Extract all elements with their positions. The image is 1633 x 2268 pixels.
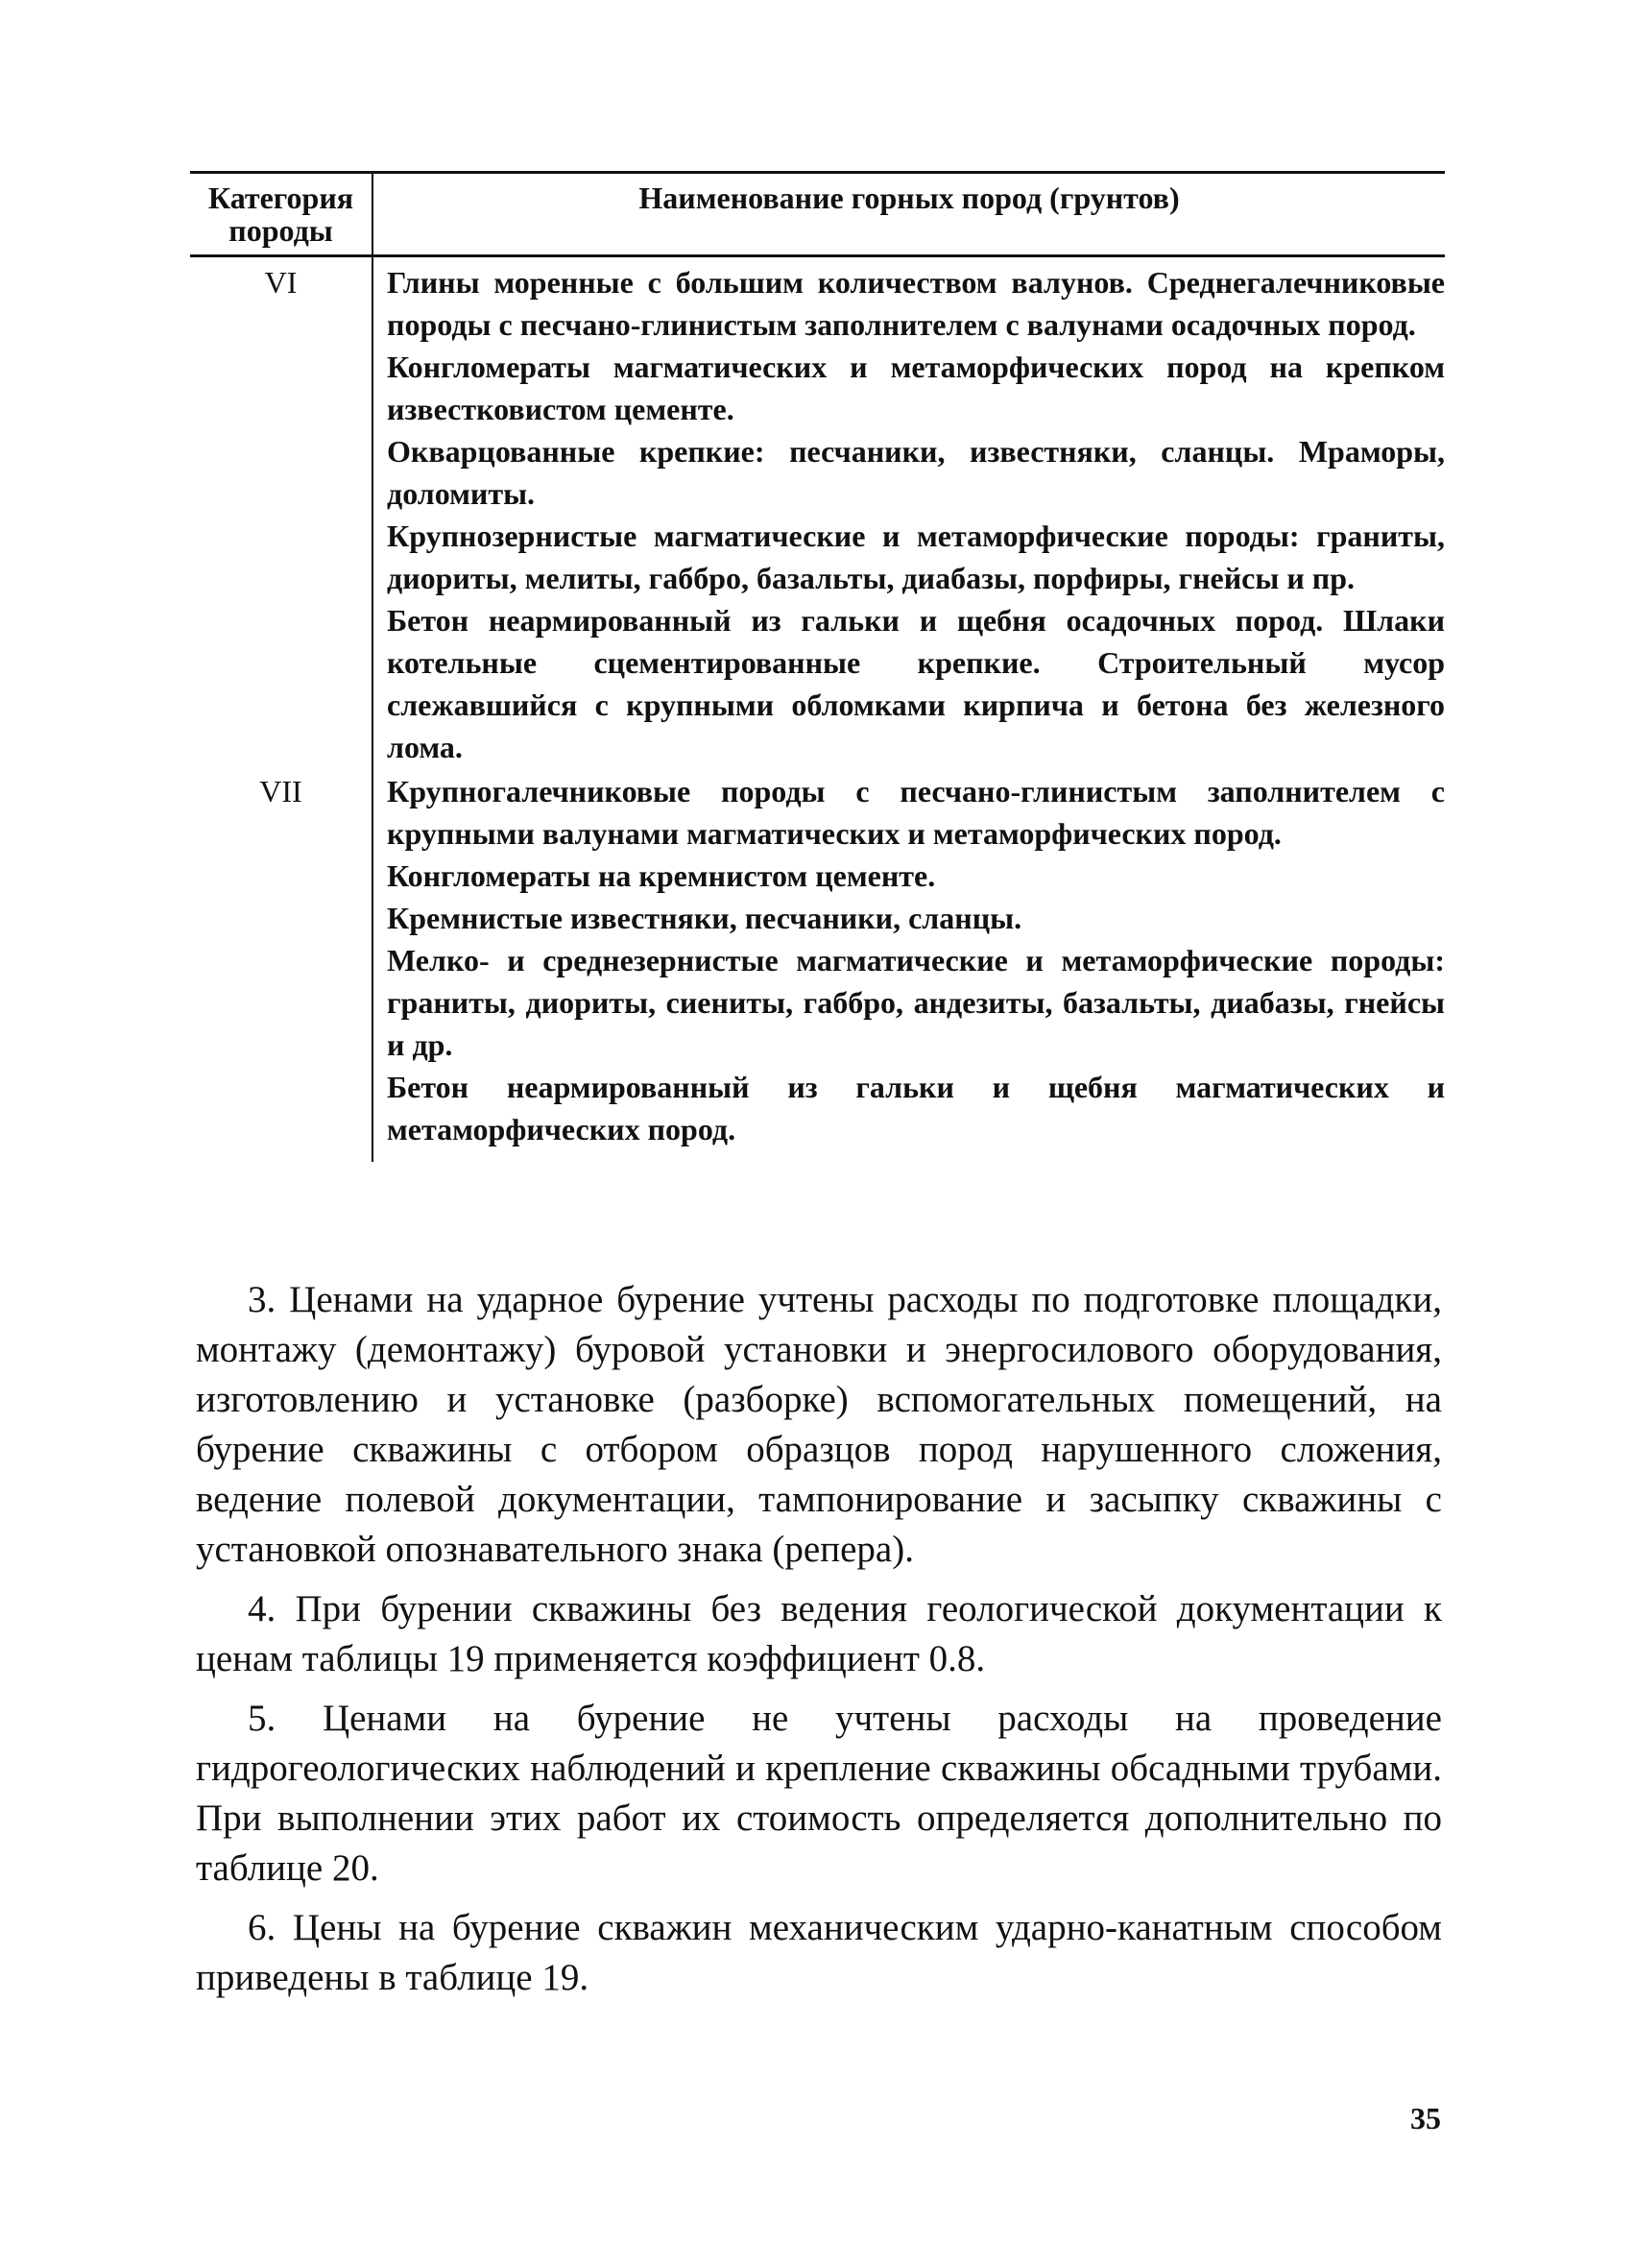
- rock-entry: Крупногалечниковые породы с песчано-глинистым заполнителем с крупными валунами магматических и метаморфических пород.: [387, 774, 1445, 851]
- rock-category-table: [190, 171, 1445, 1162]
- rock-entry: Конгломераты магматических и метаморфических пород на крепком известковистом цементе.: [387, 350, 1445, 426]
- page-number: 35: [1410, 2101, 1441, 2135]
- note-paragraph: 3. Ценами на ударное бурение учтены расходы по подготовке площадки, монтажу (демонтажу) буровой установки и энергосилового оборудования, изготовлению и установке (разборке) вспомогательных помещений, на бурение скважины с отбором образцов пород нарушенного сложения, ведение полевой документации, тампонирование и засыпку скважины с установкой опознавательного знака (репера).: [196, 1279, 1442, 1570]
- category-cell: VI: [190, 256, 372, 769]
- note-paragraph: 5. Ценами на бурение не учтены расходы на проведение гидрогеологических наблюдений и крепление скважины обсадными трубами. При выполнении этих работ их стоимость определяется дополнительно по таблице 20.: [196, 1698, 1442, 1889]
- rock-entry: Кремнистые известняки, песчаники, сланцы.: [387, 901, 1022, 935]
- table-row: [190, 768, 1445, 1162]
- rock-entry: Крупнозернистые магматические и метаморфические породы: граниты, диориты, мелиты, габбро, базальты, диабазы, порфиры, гнейсы и пр.: [387, 519, 1445, 595]
- rock-description-cell: [372, 768, 1445, 1162]
- rock-entry: Глины моренные с большим количеством валунов. Среднегалечниковые породы с песчано-глинистым заполнителем с валунами осадочных пород.: [387, 265, 1445, 342]
- table-header-row: [190, 173, 1445, 256]
- rock-entry: Окварцованные крепкие: песчаники, известняки, сланцы. Мраморы, доломиты.: [387, 434, 1445, 511]
- notes-section: [196, 1275, 1442, 2013]
- rock-entry: Бетон неармированный из гальки и щебня магматических и метаморфических пород.: [387, 1070, 1445, 1146]
- note-paragraph: 4. При бурении скважины без ведения геологической документации к ценам таблицы 19 применяется коэффициент 0.8.: [196, 1588, 1442, 1679]
- category-cell: VII: [190, 768, 372, 1162]
- rock-description-cell: [372, 256, 1445, 769]
- note-paragraph: 6. Цены на бурение скважин механическим ударно-канатным способом приведены в таблице 19.: [196, 1907, 1442, 1998]
- header-rock-name: Наименование горных пород (грунтов): [638, 181, 1180, 215]
- table-row: [190, 256, 1445, 769]
- rock-entry: Конгломераты на кремнистом цементе.: [387, 858, 936, 893]
- header-category: Категория породы: [190, 173, 372, 256]
- rock-entry: Бетон неармированный из гальки и щебня осадочных пород. Шлаки котельные сцементированные крепкие. Строительный мусор слежавшийся с крупными обломками кирпича и бетона без железного лома.: [387, 603, 1445, 764]
- rock-entry: Мелко- и среднезернистые магматические и метаморфические породы: граниты, диориты, сиениты, габбро, андезиты, базальты, диабазы, гнейсы и др.: [387, 943, 1445, 1062]
